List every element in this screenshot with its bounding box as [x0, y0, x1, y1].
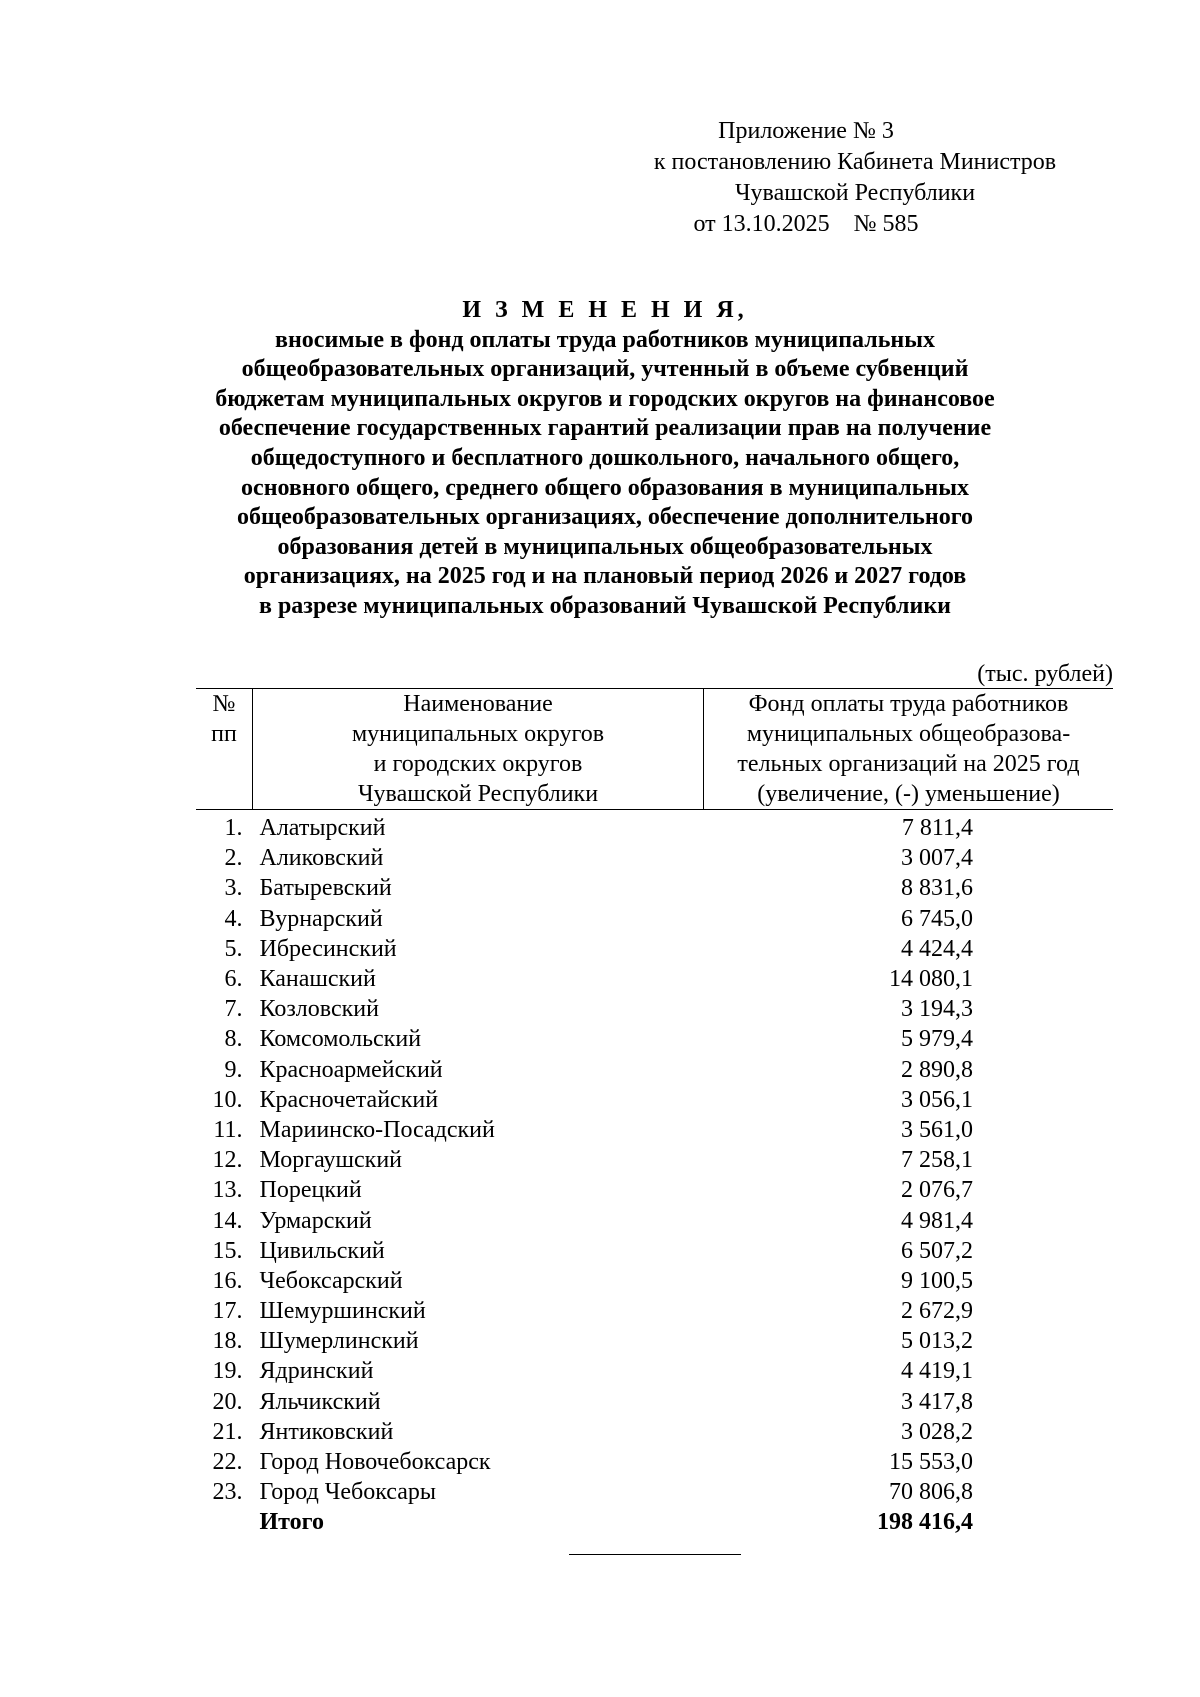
- row-value: 5 979,4: [901, 1026, 973, 1053]
- table-row: [196, 1085, 1113, 1115]
- row-value: 15 553,0: [889, 1449, 973, 1476]
- row-value: 7 258,1: [901, 1147, 973, 1174]
- row-value: 3 007,4: [901, 845, 973, 872]
- appendix-block: [620, 116, 1090, 240]
- row-number: 8.: [224, 1026, 243, 1053]
- title-line: в разрезе муниципальных образований Чувашской Республики: [258, 592, 951, 619]
- row-value: 7 811,4: [901, 815, 973, 842]
- table-row: [196, 1024, 1113, 1054]
- title-line: общеобразовательных организациях, обеспечение дополнительного: [236, 504, 974, 531]
- row-number: 16.: [212, 1267, 243, 1294]
- table-total-row: [196, 1507, 1113, 1537]
- row-number: 2.: [224, 845, 243, 872]
- row-number: 19.: [212, 1358, 243, 1385]
- row-number: 12.: [212, 1147, 243, 1174]
- header-line: №: [212, 691, 236, 717]
- row-number: 3.: [224, 875, 243, 902]
- title-line: организациях, на 2025 год и на плановый период 2026 и 2027 годов: [243, 563, 967, 590]
- row-value: 4 419,1: [901, 1358, 973, 1385]
- row-municipality: Вурнарский: [259, 905, 383, 932]
- row-number: 7.: [224, 996, 243, 1023]
- header-line: муниципальных общеобразова-: [746, 721, 1071, 747]
- row-value: 2 076,7: [901, 1177, 973, 1204]
- table-row: [196, 1115, 1113, 1145]
- header-line: тельных организаций на 2025 год: [737, 751, 1080, 777]
- appendix-date-number: от 13.10.2025 № 585: [693, 211, 919, 237]
- row-value: 70 806,8: [889, 1479, 973, 1506]
- row-number: 13.: [212, 1177, 243, 1204]
- header-number: [196, 689, 253, 810]
- table-row: [196, 1055, 1113, 1085]
- title-subtitle: [175, 326, 1035, 622]
- row-municipality: Ибресинский: [259, 935, 397, 962]
- row-municipality: Моргаушский: [259, 1147, 402, 1174]
- appendix-title: Приложение № 3: [718, 118, 894, 144]
- row-number: 10.: [212, 1086, 243, 1113]
- header-line: и городских округов: [373, 751, 583, 777]
- row-municipality: Аликовский: [259, 845, 384, 872]
- total-number-cell: [196, 1507, 253, 1537]
- row-municipality: Урмарский: [259, 1207, 372, 1234]
- row-value: 3 056,1: [901, 1086, 973, 1113]
- table-row: [196, 810, 1113, 844]
- row-municipality: Ядринский: [259, 1358, 374, 1385]
- row-value: 5 013,2: [901, 1328, 973, 1355]
- row-municipality: Порецкий: [259, 1177, 362, 1204]
- unit-label: (тыс. рублей): [977, 661, 1113, 687]
- table-header-row: [196, 689, 1113, 810]
- row-municipality: Яльчикский: [259, 1388, 381, 1415]
- table-row: [196, 1145, 1113, 1175]
- table-row: [196, 873, 1113, 903]
- row-value: 3 028,2: [901, 1418, 973, 1445]
- row-number: 11.: [213, 1116, 243, 1143]
- total-label: Итого: [259, 1509, 324, 1536]
- row-municipality: Янтиковский: [259, 1418, 394, 1445]
- table-row: [196, 1326, 1113, 1356]
- title-line: общедоступного и бесплатного дошкольного, начального общего,: [250, 444, 960, 471]
- appendix-republic: Чувашской Республики: [734, 180, 976, 206]
- row-value: 3 194,3: [901, 996, 973, 1023]
- header-line: муниципальных округов: [351, 721, 605, 747]
- table-row: [196, 1236, 1113, 1266]
- row-municipality: Батыревский: [259, 875, 392, 902]
- document-title: [175, 296, 1035, 622]
- row-municipality: Комсомольский: [259, 1026, 422, 1053]
- row-value: 6 745,0: [901, 905, 973, 932]
- table-row: [196, 994, 1113, 1024]
- title-line: обеспечение государственных гарантий реализации прав на получение: [218, 415, 992, 442]
- title-heading: И З М Е Н Е Н И Я,: [462, 297, 748, 323]
- header-line: Чувашской Республики: [357, 781, 599, 807]
- row-municipality: Чебоксарский: [259, 1267, 403, 1294]
- row-number: 4.: [224, 905, 243, 932]
- header-line: Наименование: [403, 691, 553, 717]
- row-number: 18.: [212, 1328, 243, 1355]
- title-line: вносимые в фонд оплаты труда работников муниципальных: [275, 326, 935, 353]
- title-line: общеобразовательных организаций, учтенный в объеме субвенций: [241, 356, 969, 383]
- table-row: [196, 904, 1113, 934]
- table-row: [196, 1266, 1113, 1296]
- header-name: [253, 689, 704, 810]
- header-line: пп: [211, 721, 237, 747]
- row-municipality: Мариинско-Посадский: [259, 1116, 495, 1143]
- header-line: (увеличение, (-) уменьшение): [757, 781, 1060, 807]
- row-number: 6.: [224, 966, 243, 993]
- row-municipality: Алатырский: [259, 815, 386, 842]
- header-line: Фонд оплаты труда работников: [748, 691, 1069, 717]
- appendix-resolution: к постановлению Кабинета Министров: [653, 149, 1057, 175]
- funding-table: [196, 688, 1113, 1538]
- table-row: [196, 1296, 1113, 1326]
- table-row: [196, 964, 1113, 994]
- row-value: 4 981,4: [901, 1207, 973, 1234]
- table-row: [196, 1175, 1113, 1205]
- row-value: 2 672,9: [901, 1298, 973, 1325]
- row-value: 2 890,8: [901, 1056, 973, 1083]
- row-value: 6 507,2: [901, 1237, 973, 1264]
- row-municipality: Город Чебоксары: [259, 1479, 437, 1506]
- title-line: основного общего, среднего общего образования в муниципальных: [241, 474, 969, 501]
- row-number: 14.: [212, 1207, 243, 1234]
- row-number: 20.: [212, 1388, 243, 1415]
- row-value: 3 417,8: [901, 1388, 973, 1415]
- row-value: 4 424,4: [901, 935, 973, 962]
- row-number: 17.: [212, 1298, 243, 1325]
- row-number: 5.: [224, 935, 243, 962]
- total-value: 198 416,4: [877, 1509, 973, 1536]
- table-row: [196, 843, 1113, 873]
- row-municipality: Козловский: [259, 996, 379, 1023]
- row-municipality: Город Новочебоксарск: [259, 1449, 491, 1476]
- row-municipality: Шумерлинский: [259, 1328, 419, 1355]
- row-number: 22.: [212, 1449, 243, 1476]
- title-line: образования детей в муниципальных общеобразовательных: [277, 533, 933, 560]
- title-line: бюджетам муниципальных округов и городских округов на финансовое: [215, 385, 995, 412]
- end-divider: [569, 1554, 741, 1555]
- row-municipality: Красноармейский: [259, 1056, 443, 1083]
- row-value: 9 100,5: [901, 1267, 973, 1294]
- row-number: 23.: [212, 1479, 243, 1506]
- row-number: 15.: [212, 1237, 243, 1264]
- table-body: [196, 810, 1113, 1538]
- table-row: [196, 1447, 1113, 1477]
- row-number: 9.: [224, 1056, 243, 1083]
- table-row: [196, 1356, 1113, 1386]
- table-row: [196, 1417, 1113, 1447]
- row-municipality: Цивильский: [259, 1237, 385, 1264]
- row-number: 1.: [224, 815, 243, 842]
- row-value: 3 561,0: [901, 1116, 973, 1143]
- row-number: 21.: [212, 1418, 243, 1445]
- table-row: [196, 1477, 1113, 1507]
- row-municipality: Канашский: [259, 966, 376, 993]
- row-value: 8 831,6: [901, 875, 973, 902]
- table-row: [196, 934, 1113, 964]
- header-value: [704, 689, 1114, 810]
- row-municipality: Красночетайский: [259, 1086, 439, 1113]
- table-row: [196, 1387, 1113, 1417]
- row-value: 14 080,1: [889, 966, 973, 993]
- row-municipality: Шемуршинский: [259, 1298, 426, 1325]
- table-row: [196, 1205, 1113, 1235]
